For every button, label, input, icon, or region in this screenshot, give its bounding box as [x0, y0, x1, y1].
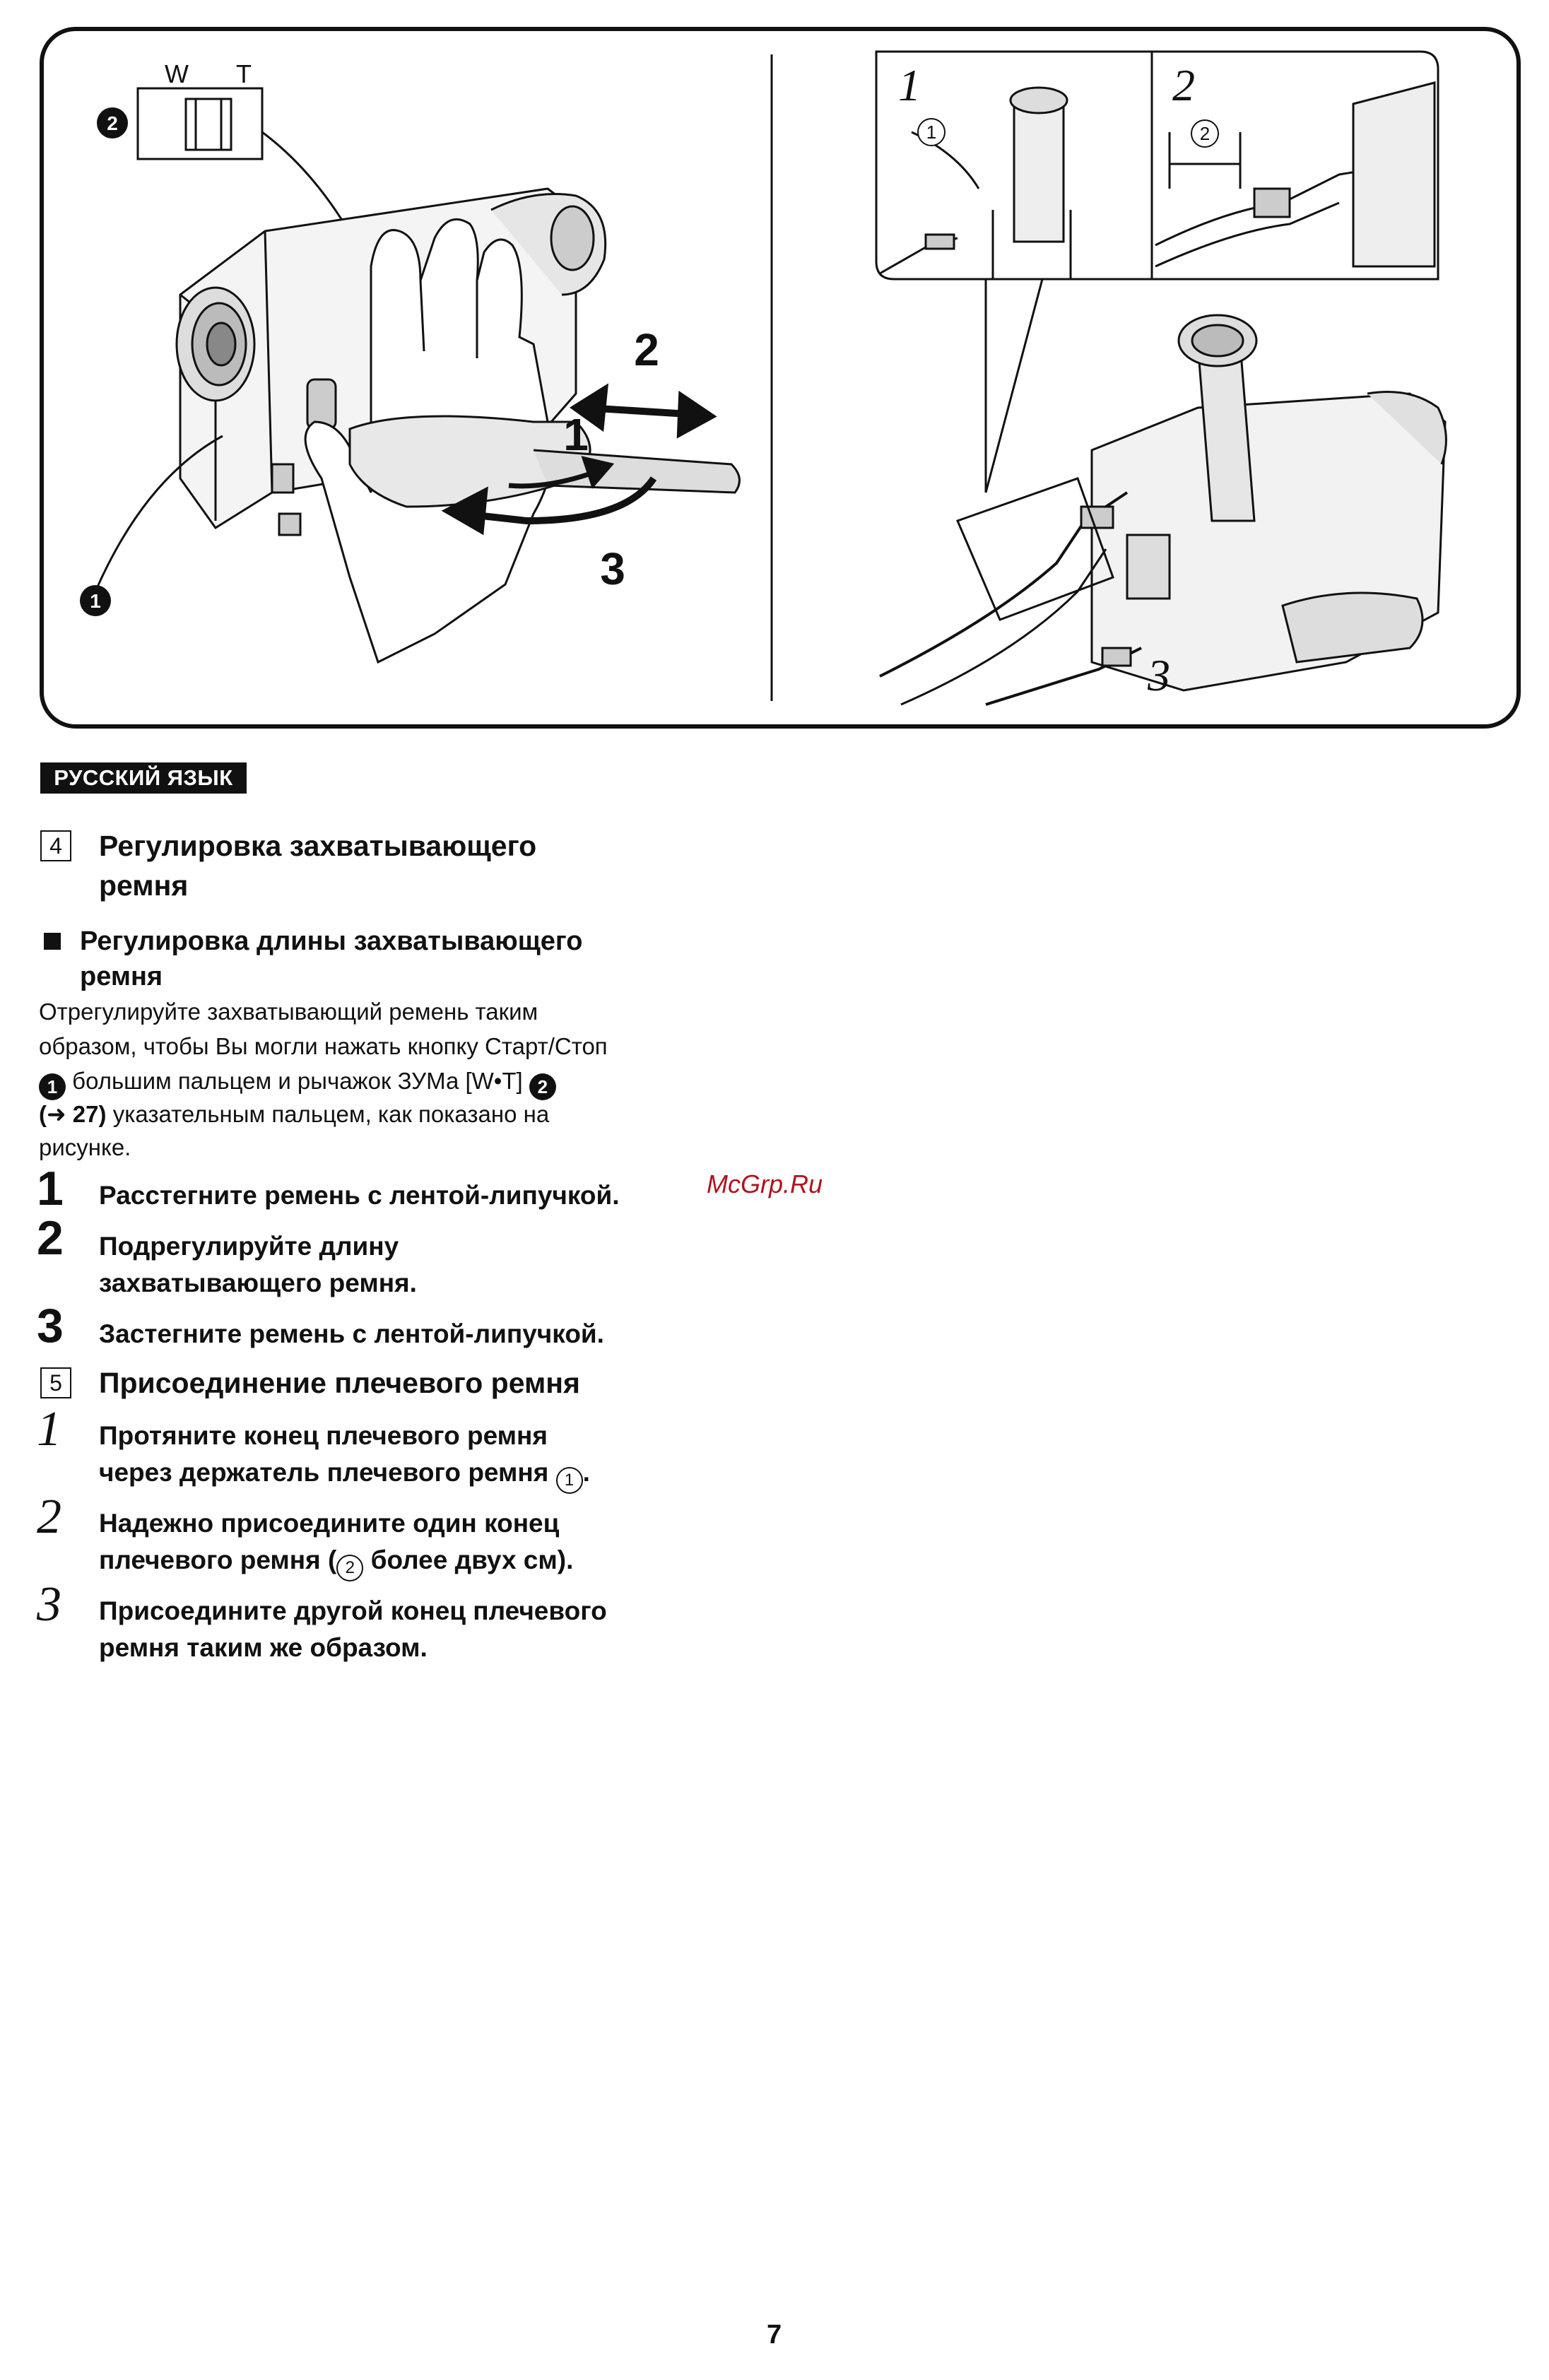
strap-holder-ref-marker: 1	[556, 1467, 583, 1494]
ring-1-label: 1	[926, 122, 937, 143]
section-4-title-line1: Регулировка захватывающего	[99, 830, 537, 862]
s4-step-2-number: 2	[37, 1211, 64, 1265]
s4-step-1-text: Расстегните ремень с лентой-липучкой.	[99, 1181, 620, 1210]
s5-step-3-line2: ремня таким же образом.	[99, 1633, 428, 1662]
para-line3	[39, 1064, 556, 1100]
section-4-number: 4	[40, 830, 71, 861]
s5-step-1-line2-text: через держатель плечевого ремня	[99, 1458, 549, 1487]
right-step-3: 3	[1148, 650, 1170, 700]
ring-2-label: 2	[1199, 123, 1211, 144]
left-step-3: 3	[600, 543, 625, 594]
s5-step-2-line2-end: более двух см).	[363, 1545, 574, 1574]
s5-step-2-number: 2	[37, 1490, 61, 1544]
section-5-title: Присоединение плечевого ремня	[99, 1367, 580, 1399]
s4-step-1-number: 1	[37, 1162, 64, 1215]
section-5-number: 5	[40, 1367, 71, 1398]
s4-step-2-text-line1: Подрегулируйте длину	[99, 1232, 399, 1261]
left-step-2: 2	[634, 324, 659, 375]
start-stop-ref-marker: 1	[39, 1073, 66, 1100]
s4-step-3-text: Застегните ремень с лентой-липучкой.	[99, 1319, 604, 1348]
zoom-t-label: T	[236, 59, 252, 88]
para-line3-text: большим пальцем и рычажок ЗУМа [W•T]	[72, 1068, 523, 1094]
watermark: McGrp.Ru	[707, 1170, 823, 1198]
s5-step-1-line2-end: .	[582, 1458, 590, 1487]
panel-2-number: 2	[1172, 60, 1195, 110]
start-stop-marker: 1	[90, 590, 101, 612]
bullet-square-icon	[44, 933, 61, 950]
left-step-1: 1	[563, 409, 589, 460]
s4-step-3-number: 3	[37, 1299, 64, 1353]
para-line2: образом, чтобы Вы могли нажать кнопку Старт/Стоп	[39, 1033, 608, 1059]
zoom-lever-marker: 2	[107, 112, 118, 134]
subheading-line2: ремня	[80, 962, 163, 991]
camcorder-hand-illustration	[95, 88, 739, 662]
s5-step-2-line2	[99, 1542, 573, 1581]
s4-step-2-text-line2: захватывающего ремня.	[99, 1268, 417, 1297]
para-line4-text: указательным пальцем, как показано на	[112, 1101, 550, 1127]
instruction-figure	[39, 26, 1521, 729]
para-line1: Отрегулируйте захватывающий ремень таким	[39, 998, 538, 1025]
s5-step-1-line2	[99, 1454, 590, 1494]
s5-step-1-number: 1	[37, 1402, 61, 1456]
subheading-line1: Регулировка длины захватывающего	[80, 926, 583, 956]
page-reference: (➜ 27)	[39, 1101, 107, 1127]
panel-1-number: 1	[898, 60, 921, 110]
s5-step-3-number: 3	[37, 1577, 61, 1632]
s5-step-1-line1: Протяните конец плечевого ремня	[99, 1421, 548, 1450]
s5-step-2-line2-text: плечевого ремня (	[99, 1545, 337, 1574]
zoom-ref-marker: 2	[529, 1073, 556, 1100]
para-line5: рисунке.	[39, 1134, 131, 1160]
section-4-title-line2: ремня	[99, 869, 189, 902]
shoulder-strap-illustration	[876, 52, 1446, 705]
s5-step-2-line1: Надежно присоедините один конец	[99, 1509, 560, 1538]
language-badge: РУССКИЙ ЯЗЫК	[40, 762, 247, 794]
para-line4	[39, 1097, 549, 1131]
strap-length-ref-marker: 2	[336, 1555, 363, 1581]
zoom-w-label: W	[165, 59, 189, 88]
page-number: 7	[767, 2320, 782, 2350]
s5-step-3-line1: Присоедините другой конец плечевого	[99, 1596, 607, 1625]
